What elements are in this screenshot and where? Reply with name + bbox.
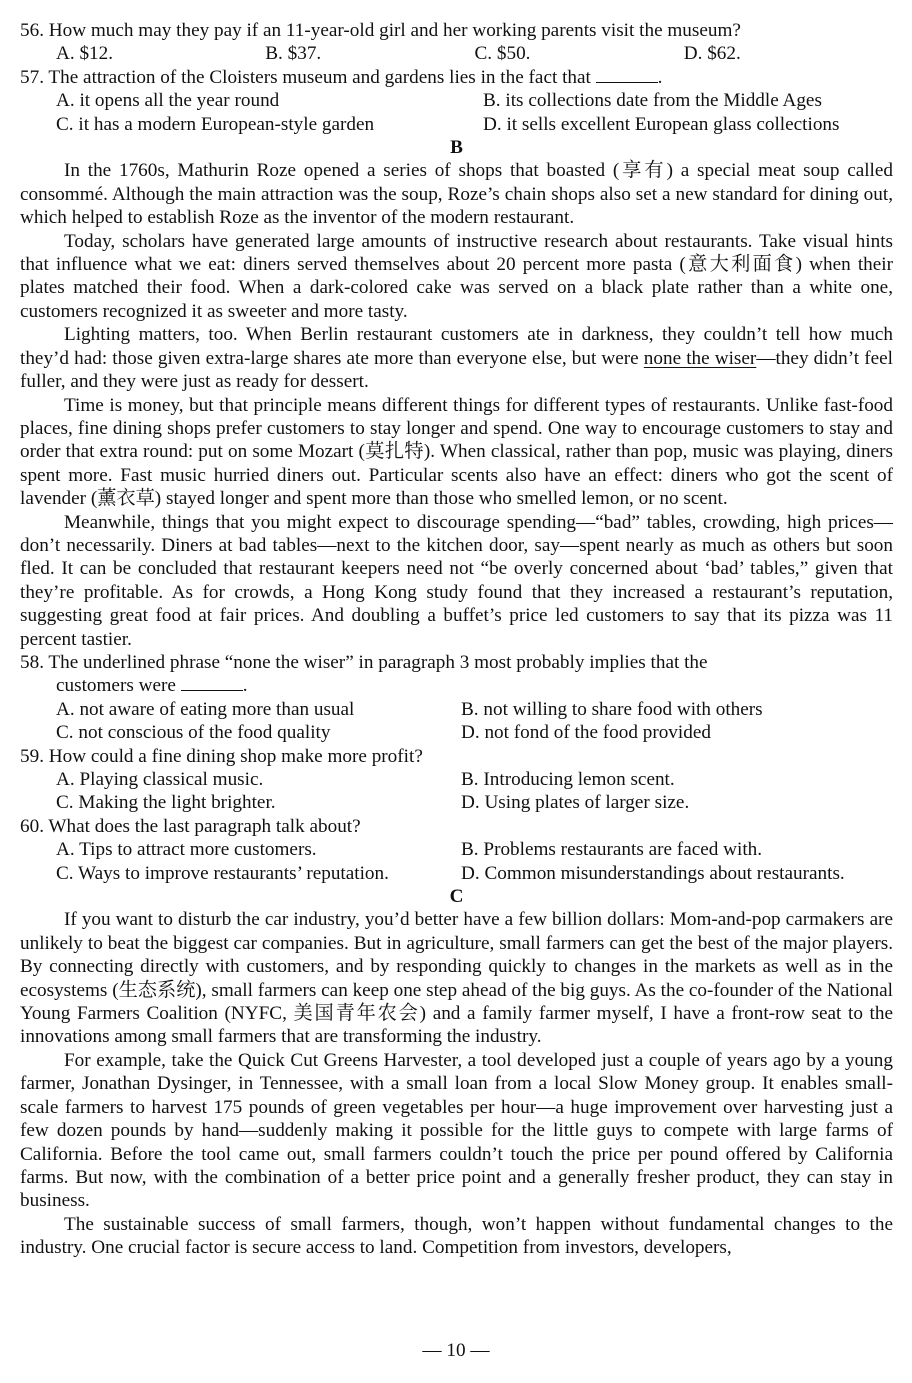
question-60-options-row2 [20,862,893,885]
option-57-d: D. it sells excellent European glass collections [483,113,840,135]
question-60-stem: 60. What does the last paragraph talk about? [20,815,361,837]
option-56-b: B. $37. [265,43,322,65]
question-60-options-row1 [20,838,893,861]
question-58-options-row2 [20,721,893,744]
option-60-d: D. Common misunderstandings about restaurants. [461,862,845,884]
section-c-paragraph-3: The sustainable success of small farmers, though, won’t happen without fundamental changes to the industry. One crucial factor is secure access to land. Competition from investors, developers, [20,1213,893,1259]
underlined-phrase: none the wiser [643,347,757,369]
option-59-d: D. Using plates of larger size. [461,792,690,814]
option-58-d: D. not fond of the food provided [461,722,711,744]
question-59-stem: 59. How could a fine dining shop make more profit? [20,745,423,767]
option-58-b: B. not willing to share food with others [461,698,763,720]
question-58-stem-line1: 58. The underlined phrase “none the wiser” in paragraph 3 most probably implies that the [20,651,708,673]
option-59-c: C. Making the light brighter. [56,792,276,814]
section-b-paragraph-2: Today, scholars have generated large amounts of instructive research about restaurants. Take visual hints that influence what we eat: diners served themselves about 20 percent more pasta (意大利面食) when their plates matched their food. When a dark-colored cake was served on a black plate rather than a white one, customers recognized it as sweeter and more tasty. [20,230,893,322]
option-56-a: A. $12. [56,43,114,65]
option-57-b: B. its collections date from the Middle Ages [483,90,822,112]
section-b-paragraph-4: Time is money, but that principle means different things for different types of restaurants. Unlike fast-food places, fine dining shops prefer customers to stay longer and spend. One way to encourage customers to stay and order that extra round: put on some Mozart (莫扎特). When classical, rather than pop, music was playing, diners spent more. Fast music hurried diners out. Particular scents also have an effect: diners who got the scent of lavender (薰衣草) stayed longer and spent more than those who smelled lemon, or no scent. [20,394,893,510]
option-60-b: B. Problems restaurants are faced with. [461,839,763,861]
question-59-options-row1 [20,768,893,791]
question-58-stem-text: customers were [56,675,176,697]
question-57-stem [20,66,893,89]
section-c-paragraph-1: If you want to disturb the car industry, you’d better have a few billion dollars: Mom-and-pop carmakers are unlikely to beat the biggest car companies. But in agriculture, small farmers can get the best of the major players. By connecting directly with customers, and by responding quickly to changes in the markets as well as in the ecosystems (生态系统), small farmers can keep one step ahead of the big guys. As the co-founder of the National Young Farmers Coalition (NYFC, 美国青年农会) and a family farmer myself, I have a front-row seat to the innovations among small farmers that are transforming the industry. [20,909,893,1048]
question-57-options-row2 [20,113,893,136]
question-59-options-row2 [20,791,893,814]
section-c-paragraph-2: For example, take the Quick Cut Greens Harvester, a tool developed just a couple of years ago by a young farmer, Jonathan Dysinger, in Tennessee, with a small loan from a local Slow Money group. It enables small-scale farmers to harvest 175 pounds of green vegetables per hour—a huge improvement over harvesting just a few dozen pounds by hand—suddenly making it possible for the little guys to compete with large farms of California. Before the tool came out, small farmers couldn’t touch the price per pound offered by California farms. But now, with the combination of a better price point and a generally fresher product, they can stay in business. [20,1049,893,1212]
option-56-d: D. $62. [683,43,741,65]
question-56-options [20,42,893,65]
section-b-heading: B [450,137,463,159]
section-b-paragraph-3 [20,323,893,393]
section-b-paragraph-5: Meanwhile, things that you might expect to discourage spending—“bad” tables, crowding, high prices—don’t necessarily. Diners at bad tables—next to the kitchen door, say—spent nearly as much as others but soon fled. It can be concluded that restaurant keepers need not “be overly concerned about ‘bad’ tables,” given that they’re profitable. As for crowds, a Hong Kong study found that they increased a restaurant’s reputation, suggesting great food at fair prices. And doubling a buffet’s price led customers to say that its pizza was 11 percent tastier. [20,511,893,650]
section-c-heading: C [449,886,464,908]
question-57-stem-end: . [657,66,663,88]
page-number: — 10 — [422,1340,490,1361]
question-56-stem: 56. How much may they pay if an 11-year-old girl and her working parents visit the museum? [20,20,741,41]
option-57-a: A. it opens all the year round [56,90,280,112]
option-59-a: A. Playing classical music. [56,769,264,790]
option-59-b: B. Introducing lemon scent. [461,769,675,790]
option-58-a: A. not aware of eating more than usual [56,698,355,720]
question-58-stem-end: . [242,675,248,697]
option-57-c: C. it has a modern European-style garden [56,113,375,135]
question-57-stem-text: 57. The attraction of the Cloisters museum and gardens lies in the fact that [20,66,591,88]
answer-blank [596,66,658,83]
paragraph-3-text-end: —they didn’t feel fuller, and they were just as ready for dessert. [20,347,893,393]
question-57-options-row1 [20,89,893,112]
answer-blank [181,674,243,691]
paragraph-3-text-start: Lighting matters, too. When Berlin restaurant customers ate in darkness, they couldn’t tell how much they’d had: those given extra-large shares ate more than everyone else, but were [20,324,893,369]
option-56-c: C. $50. [474,43,531,65]
question-58-stem-line2 [20,674,893,697]
exam-page [20,19,893,1260]
option-58-c: C. not conscious of the food quality [56,722,331,744]
option-60-a: A. Tips to attract more customers. [56,839,317,861]
question-58-options-row1 [20,698,893,721]
section-b-paragraph-1: In the 1760s, Mathurin Roze opened a series of shops that boasted (享有) a special meat soup called consommé. Although the main attraction was the soup, Roze’s chain shops also set a new standard for dining out, which helped to establish Roze as the inventor of the modern restaurant. [20,160,893,229]
option-60-c: C. Ways to improve restaurants’ reputation. [56,862,389,884]
